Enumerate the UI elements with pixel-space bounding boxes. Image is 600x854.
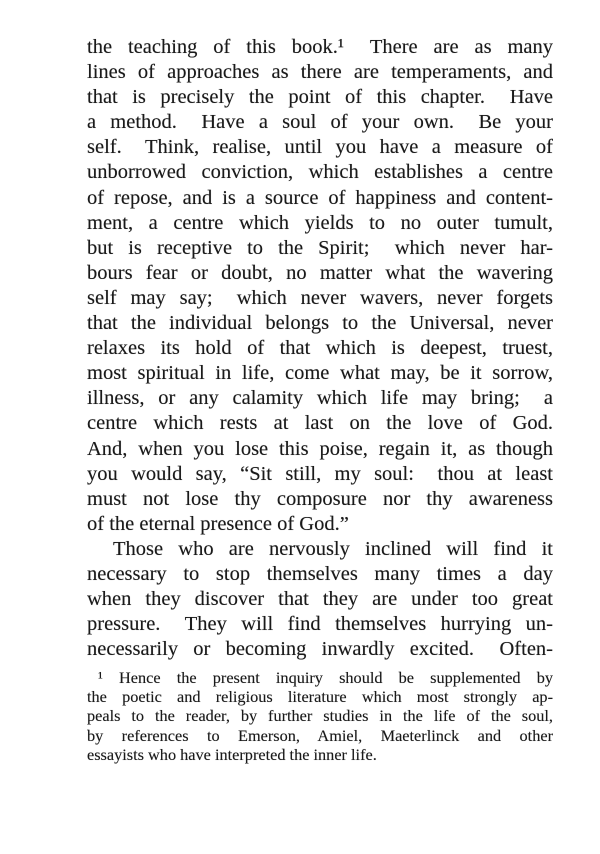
text-line: relaxes its hold of that which is deepest, truest, [87,337,553,360]
text-line: ¹ Hence the present inquiry should be supplemented by [98,668,553,687]
text-line: that the individual belongs to the Universal, never [87,312,553,335]
text-line: ment, a centre which yields to no outer tumult, [87,211,553,234]
main-text-block [87,35,553,662]
text-line: And, when you lose this poise, regain it, as though [87,437,553,460]
text-line: of the eternal presence of God.” [87,512,349,535]
text-line: self may say; which never wavers, never forgets [87,286,553,309]
text-line: Those who are nervously inclined will find it [113,537,553,560]
text-line: pressure. They will find themselves hurrying un- [87,613,553,636]
text-line: necessary to stop themselves many times a day [87,562,553,585]
text-line: bours fear or doubt, no matter what the wavering [87,261,553,284]
text-line: when they discover that they are under too great [87,588,553,611]
text-line: unborrowed conviction, which establishes a centre [87,161,553,184]
footnote-block [87,668,553,764]
text-line: a method. Have a soul of your own. Be your [87,111,553,134]
text-line: must not lose thy composure nor thy awareness [87,487,553,510]
text-line: most spiritual in life, come what may, be it sorrow, [87,362,553,385]
text-line: you would say, “Sit still, my soul: thou at least [87,462,553,485]
text-line: the teaching of this book.¹ There are as many [87,36,553,58]
text-line: lines of approaches as there are temperaments, and [87,61,553,84]
text-line: necessarily or becoming inwardly excited. Often- [87,638,553,661]
text-line: centre which rests at last on the love of God. [87,412,553,435]
text-line: by references to Emerson, Amiel, Maeterlinck and other [87,725,553,745]
text-line: that is precisely the point of this chapter. Have [87,86,553,109]
text-line: illness, or any calamity which life may bring; a [87,387,553,410]
text-line: self. Think, realise, until you have a measure of [87,136,553,159]
text-line: the poetic and religious literature which most strongly ap- [87,687,553,707]
text-line: peals to the reader, by further studies in the life of the soul, [87,706,553,726]
text-line: of repose, and is a source of happiness and content- [87,186,553,209]
text-line: but is receptive to the Spirit; which never har- [87,236,553,259]
text-line: essayists who have interpreted the inner life. [87,744,377,764]
